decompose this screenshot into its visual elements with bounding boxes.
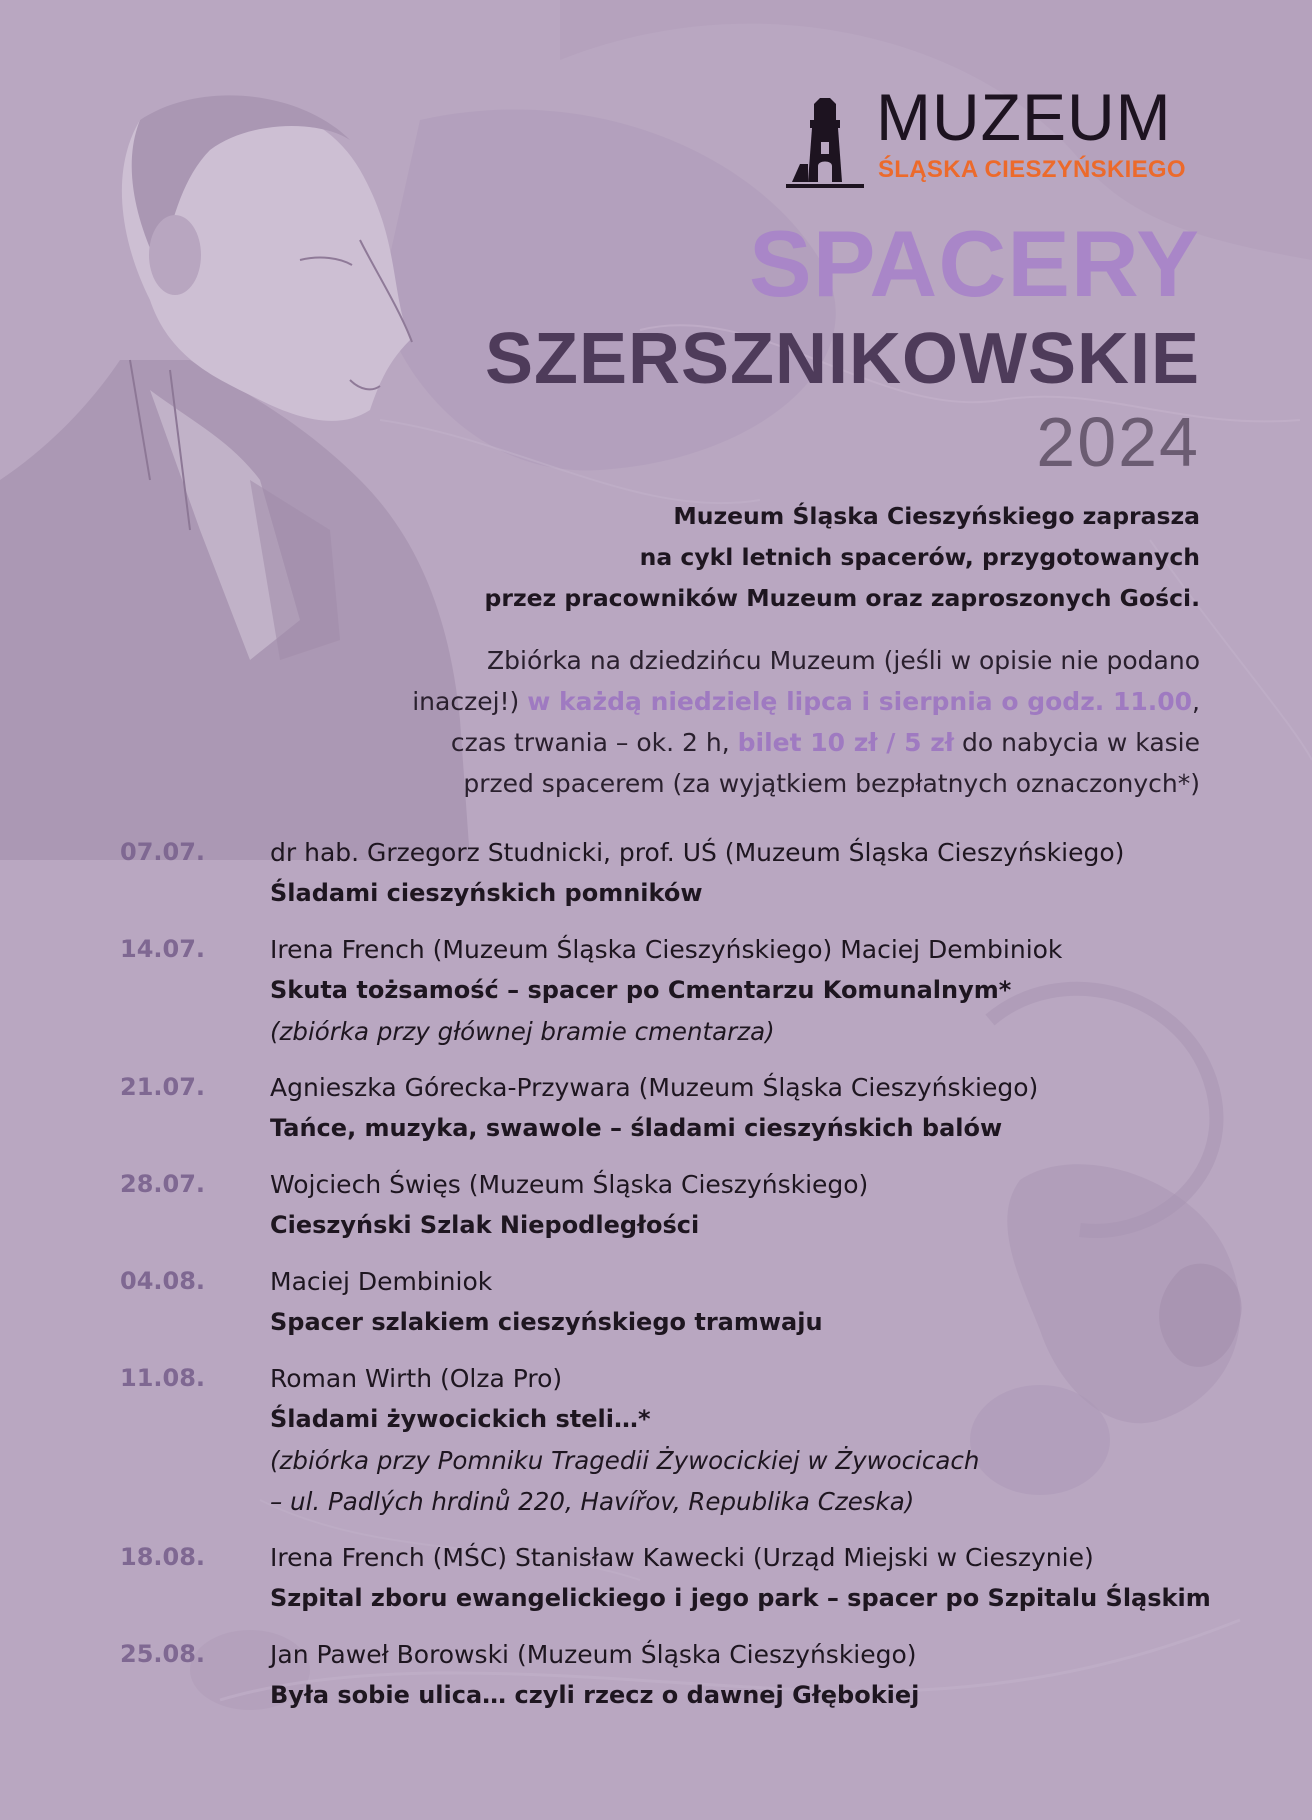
meeting-info bbox=[300, 640, 1200, 804]
logo-subtitle: ŚLĄSKA CIESZYŃSKIEGO bbox=[878, 156, 1186, 183]
intro-line: na cykl letnich spacerów, przygotowanych bbox=[639, 543, 1200, 571]
schedule-list bbox=[120, 832, 1230, 1731]
event-speakers: Maciej Dembiniok bbox=[270, 1267, 493, 1296]
event-date: 07.07. bbox=[120, 838, 206, 866]
event-note: (zbiórka przy głównej bramie cmentarza) bbox=[270, 1017, 775, 1046]
event-note: – ul. Padlých hrdinů 220, Havířov, Republika Czeska) bbox=[270, 1487, 915, 1516]
event-details bbox=[270, 1067, 1230, 1149]
info-highlight-ticket: bilet 10 zł / 5 zł bbox=[737, 728, 955, 757]
event-title: Spacer szlakiem cieszyńskiego tramwaju bbox=[270, 1308, 823, 1336]
event-note: (zbiórka przy Pomniku Tragedii Żywocickiej w Żywocicach bbox=[270, 1446, 980, 1475]
event-title: Tańce, muzyka, swawole – śladami cieszyńskich balów bbox=[270, 1114, 1003, 1142]
event-speakers: Irena French (MŚC) Stanisław Kawecki (Urząd Miejski w Cieszynie) bbox=[270, 1543, 1094, 1572]
title-szersznikowskie: SZERSZNIKOWSKIE bbox=[484, 319, 1200, 399]
event-item bbox=[120, 1261, 1230, 1343]
event-speakers: dr hab. Grzegorz Studnicki, prof. UŚ (Muzeum Śląska Cieszyńskiego) bbox=[270, 838, 1125, 867]
event-title: Śladami cieszyńskich pomników bbox=[270, 879, 703, 907]
event-item bbox=[120, 929, 1230, 1052]
info-line: przed spacerem (za wyjątkiem bezpłatnych oznaczonych*) bbox=[463, 769, 1200, 798]
event-title: Szpital zboru ewangelickiego i jego park – spacer po Szpitalu Śląskim bbox=[270, 1584, 1211, 1612]
event-speakers: Agnieszka Górecka-Przywara (Muzeum Śląska Cieszyńskiego) bbox=[270, 1073, 1039, 1102]
event-item bbox=[120, 1164, 1230, 1246]
event-date: 25.08. bbox=[120, 1640, 206, 1668]
event-item bbox=[120, 832, 1230, 914]
event-date: 28.07. bbox=[120, 1170, 206, 1198]
intro-text bbox=[380, 496, 1200, 619]
info-line: Zbiórka na dziedzińcu Muzeum (jeśli w opisie nie podano bbox=[487, 646, 1200, 675]
event-item bbox=[120, 1634, 1230, 1716]
info-text: czas trwania – ok. 2 h, bbox=[450, 728, 738, 757]
event-title: Skuta tożsamość – spacer po Cmentarzu Komunalnym* bbox=[270, 976, 1012, 1004]
event-details bbox=[270, 929, 1230, 1052]
event-item bbox=[120, 1358, 1230, 1522]
event-title: Była sobie ulica… czyli rzecz o dawnej Głębokiej bbox=[270, 1681, 920, 1709]
event-speakers: Irena French (Muzeum Śląska Cieszyńskiego) Maciej Dembiniok bbox=[270, 935, 1063, 964]
info-text: do nabycia w kasie bbox=[954, 728, 1200, 757]
castle-tower-icon bbox=[784, 98, 866, 190]
event-date: 21.07. bbox=[120, 1073, 206, 1101]
event-details bbox=[270, 1634, 1230, 1716]
event-speakers: Wojciech Święs (Muzeum Śląska Cieszyńskiego) bbox=[270, 1170, 869, 1199]
event-speakers: Roman Wirth (Olza Pro) bbox=[270, 1364, 563, 1393]
event-details bbox=[270, 1164, 1230, 1246]
event-details bbox=[270, 1537, 1230, 1619]
info-line bbox=[300, 681, 1200, 722]
event-date: 18.08. bbox=[120, 1543, 206, 1571]
info-text: , bbox=[1192, 687, 1200, 716]
event-speakers: Jan Paweł Borowski (Muzeum Śląska Cieszyńskiego) bbox=[270, 1640, 917, 1669]
info-line bbox=[300, 722, 1200, 763]
event-date: 04.08. bbox=[120, 1267, 206, 1295]
title-spacery: SPACERY bbox=[749, 211, 1200, 316]
event-item bbox=[120, 1537, 1230, 1619]
event-details bbox=[270, 1261, 1230, 1343]
event-title: Śladami żywocickich steli…* bbox=[270, 1405, 651, 1433]
intro-line: Muzeum Śląska Cieszyńskiego zaprasza bbox=[673, 502, 1200, 530]
event-date: 11.08. bbox=[120, 1364, 206, 1392]
intro-line: przez pracowników Muzeum oraz zaproszonych Gości. bbox=[484, 584, 1200, 612]
event-details bbox=[270, 1358, 1230, 1522]
info-text: inaczej!) bbox=[412, 687, 528, 716]
title-year: 2024 bbox=[1036, 403, 1200, 481]
info-highlight-schedule: w każdą niedzielę lipca i sierpnia o godz. 11.00 bbox=[527, 687, 1193, 716]
event-date: 14.07. bbox=[120, 935, 206, 963]
event-details bbox=[270, 832, 1230, 914]
museum-logo bbox=[784, 80, 1204, 188]
logo-title: MUZEUM bbox=[876, 80, 1172, 154]
event-item bbox=[120, 1067, 1230, 1149]
event-title: Cieszyński Szlak Niepodległości bbox=[270, 1211, 700, 1239]
